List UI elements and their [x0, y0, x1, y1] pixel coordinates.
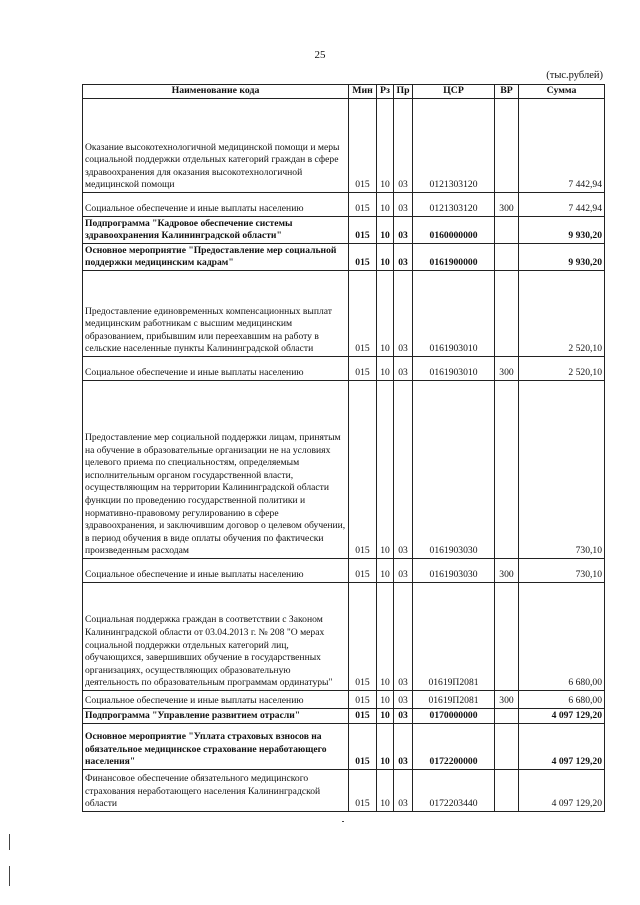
cell-csr: 0161903010 — [413, 357, 495, 381]
cell-sum: 9 930,20 — [519, 217, 605, 244]
cell-name: Подпрограмма "Кадровое обеспечение системы здравоохранения Калининградской области" — [83, 217, 349, 244]
cell-pr: 03 — [394, 244, 413, 271]
cell-name: Оказание высокотехнологичной медицинской помощи и меры социальной поддержки отдельных категорий граждан в сфере здравоохранения для оказания высокотехнологичной медицинской помощи — [83, 99, 349, 193]
header-rz: Рз — [377, 85, 394, 99]
cell-min: 015 — [349, 193, 377, 217]
scan-mark — [9, 866, 10, 886]
cell-vr — [495, 99, 519, 193]
header-csr: ЦСР — [413, 85, 495, 99]
cell-min: 015 — [349, 244, 377, 271]
table-row — [83, 559, 605, 583]
cell-vr — [495, 724, 519, 770]
cell-vr: 300 — [495, 193, 519, 217]
cell-min: 015 — [349, 217, 377, 244]
header-vr: ВР — [495, 85, 519, 99]
cell-csr: 0170000000 — [413, 709, 495, 724]
cell-name: Социальная поддержка граждан в соответствии с Законом Калининградской области от 03.04.2013 г. № 208 "О мерах социальной поддержки отдельных категорий лиц, обучающихся, завершивших обучение в государственных организациях, осуществляющих образовательную деятельность по образовательным программам ординатуры" — [83, 583, 349, 691]
cell-name: Предоставление единовременных компенсационных выплат медицинским работникам с высшим медицинским образованием, прибывшим или переехавшим на работу в сельские населенные пункты Калининградской области — [83, 271, 349, 357]
cell-min: 015 — [349, 691, 377, 709]
table-row — [83, 709, 605, 724]
cell-rz: 10 — [377, 770, 394, 812]
cell-sum: 2 520,10 — [519, 357, 605, 381]
budget-table — [82, 84, 605, 812]
cell-pr: 03 — [394, 691, 413, 709]
cell-vr — [495, 583, 519, 691]
cell-pr: 03 — [394, 724, 413, 770]
cell-vr: 300 — [495, 357, 519, 381]
cell-sum: 4 097 129,20 — [519, 770, 605, 812]
cell-pr: 03 — [394, 770, 413, 812]
cell-name: Предоставление мер социальной поддержки лицам, принятым на обучение в образовательные организации не на условиях целевого приема по специальностям, определяемым исполнительным органом государственной власти, осуществляющим на территории Калининградской области функции по проведению государственной политики и нормативно-правовому регулированию в сфере здравоохранения, и заключившим договор о целевом обучении, в период обучения в виде оплаты обучения по фактически произведенным расходам — [83, 381, 349, 559]
cell-min: 015 — [349, 724, 377, 770]
cell-sum: 9 930,20 — [519, 244, 605, 271]
table-row — [83, 724, 605, 770]
cell-min: 015 — [349, 770, 377, 812]
scan-mark — [342, 821, 344, 822]
cell-rz: 10 — [377, 559, 394, 583]
table-row — [83, 357, 605, 381]
cell-vr — [495, 271, 519, 357]
cell-csr: 0160000000 — [413, 217, 495, 244]
cell-min: 015 — [349, 709, 377, 724]
cell-csr: 0161903030 — [413, 559, 495, 583]
cell-pr: 03 — [394, 559, 413, 583]
cell-csr: 0172200000 — [413, 724, 495, 770]
cell-min: 015 — [349, 559, 377, 583]
table-row — [83, 583, 605, 691]
table-row — [83, 770, 605, 812]
cell-csr: 01619П2081 — [413, 691, 495, 709]
cell-sum: 7 442,94 — [519, 99, 605, 193]
cell-name: Социальное обеспечение и иные выплаты населению — [83, 193, 349, 217]
cell-min: 015 — [349, 357, 377, 381]
cell-pr: 03 — [394, 271, 413, 357]
cell-pr: 03 — [394, 217, 413, 244]
cell-vr — [495, 381, 519, 559]
cell-rz: 10 — [377, 724, 394, 770]
cell-pr: 03 — [394, 99, 413, 193]
header-sum: Сумма — [519, 85, 605, 99]
cell-rz: 10 — [377, 99, 394, 193]
cell-sum: 730,10 — [519, 381, 605, 559]
cell-csr: 01619П2081 — [413, 583, 495, 691]
cell-min: 015 — [349, 583, 377, 691]
cell-rz: 10 — [377, 709, 394, 724]
cell-rz: 10 — [377, 271, 394, 357]
cell-sum: 4 097 129,20 — [519, 724, 605, 770]
cell-sum: 6 680,00 — [519, 583, 605, 691]
cell-rz: 10 — [377, 691, 394, 709]
cell-name: Основное мероприятие "Уплата страховых взносов на обязательное медицинское страхование неработающего населения" — [83, 724, 349, 770]
cell-name: Социальное обеспечение и иные выплаты населению — [83, 559, 349, 583]
cell-vr: 300 — [495, 559, 519, 583]
cell-csr: 0121303120 — [413, 193, 495, 217]
cell-csr: 0161900000 — [413, 244, 495, 271]
cell-sum: 730,10 — [519, 559, 605, 583]
cell-sum: 4 097 129,20 — [519, 709, 605, 724]
cell-rz: 10 — [377, 381, 394, 559]
table-row — [83, 271, 605, 357]
cell-csr: 0121303120 — [413, 99, 495, 193]
header-name: Наименование кода — [83, 85, 349, 99]
cell-vr — [495, 244, 519, 271]
header-min: Мин — [349, 85, 377, 99]
cell-min: 015 — [349, 271, 377, 357]
cell-sum: 2 520,10 — [519, 271, 605, 357]
cell-sum: 7 442,94 — [519, 193, 605, 217]
table-row — [83, 691, 605, 709]
cell-min: 015 — [349, 381, 377, 559]
table-row — [83, 193, 605, 217]
cell-name: Финансовое обеспечение обязательного медицинского страхования неработающего населения Калининградской области — [83, 770, 349, 812]
cell-sum: 6 680,00 — [519, 691, 605, 709]
cell-name: Подпрограмма "Управление развитием отрасли" — [83, 709, 349, 724]
table-row — [83, 244, 605, 271]
cell-csr: 0172203440 — [413, 770, 495, 812]
cell-min: 015 — [349, 99, 377, 193]
cell-rz: 10 — [377, 217, 394, 244]
cell-name: Социальное обеспечение и иные выплаты населению — [83, 357, 349, 381]
cell-pr: 03 — [394, 381, 413, 559]
cell-csr: 0161903010 — [413, 271, 495, 357]
cell-pr: 03 — [394, 709, 413, 724]
table-row — [83, 99, 605, 193]
table-row — [83, 217, 605, 244]
cell-rz: 10 — [377, 244, 394, 271]
cell-rz: 10 — [377, 193, 394, 217]
page-number: 25 — [314, 49, 326, 61]
table-header-row — [83, 85, 605, 99]
cell-pr: 03 — [394, 583, 413, 691]
cell-vr — [495, 217, 519, 244]
cell-pr: 03 — [394, 193, 413, 217]
cell-csr: 0161903030 — [413, 381, 495, 559]
cell-vr: 300 — [495, 691, 519, 709]
cell-name: Основное мероприятие "Предоставление мер социальной поддержки медицинским кадрам" — [83, 244, 349, 271]
units-label: (тыс.рублей) — [546, 70, 603, 81]
cell-rz: 10 — [377, 583, 394, 691]
header-pr: Пр — [394, 85, 413, 99]
cell-vr — [495, 770, 519, 812]
cell-rz: 10 — [377, 357, 394, 381]
cell-pr: 03 — [394, 357, 413, 381]
cell-name: Социальное обеспечение и иные выплаты населению — [83, 691, 349, 709]
table-row — [83, 381, 605, 559]
scan-mark — [9, 834, 10, 850]
cell-vr — [495, 709, 519, 724]
